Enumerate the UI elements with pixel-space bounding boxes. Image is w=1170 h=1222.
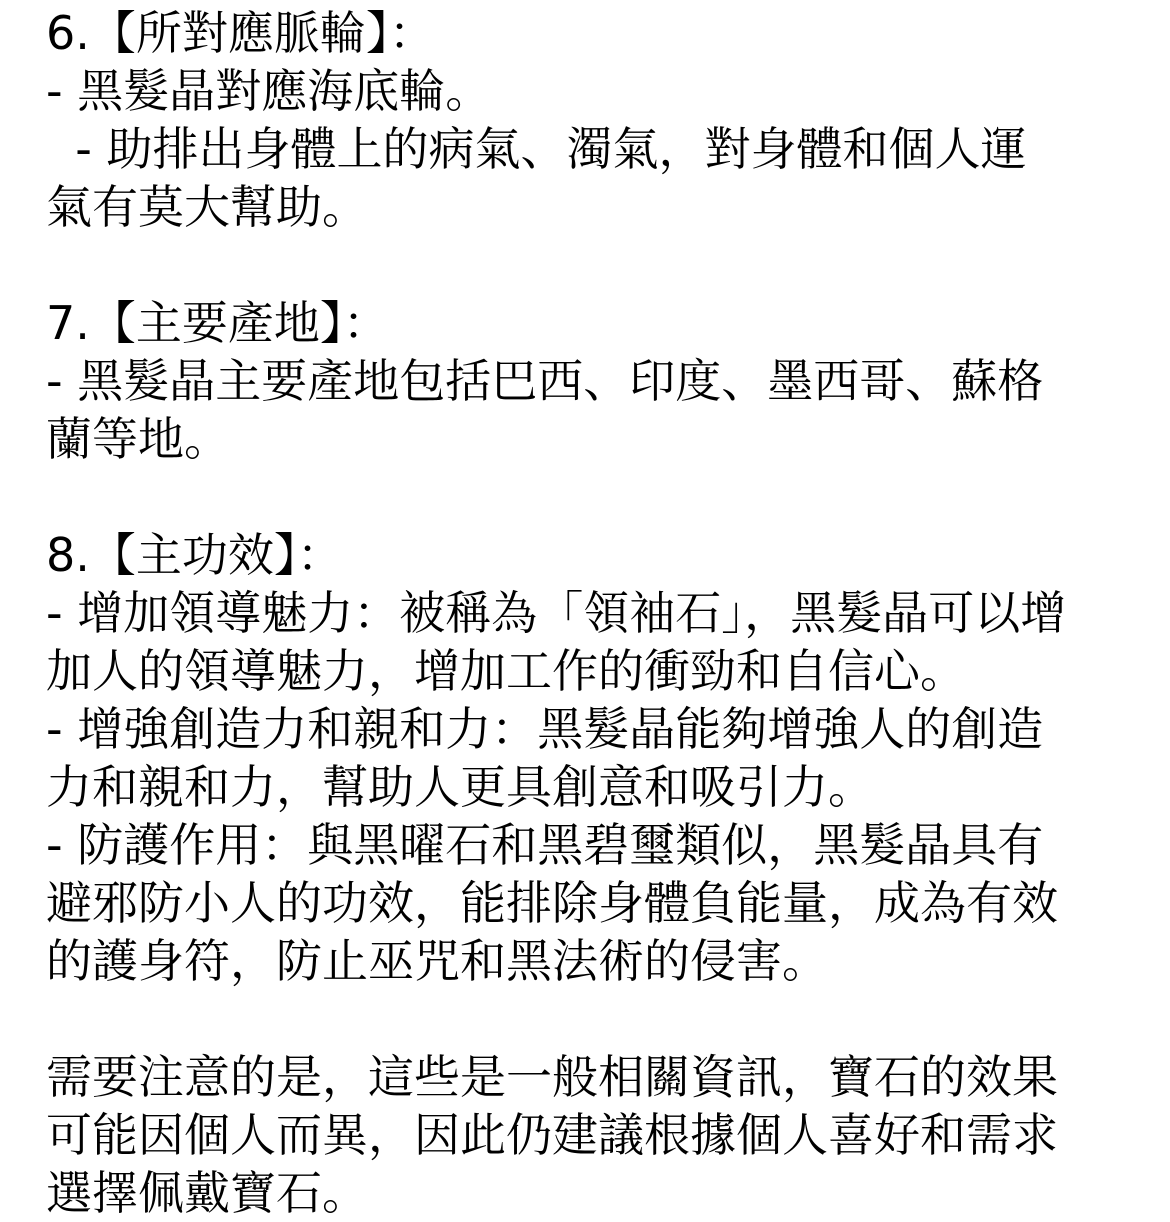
- text-line: 氣有莫大幫助。: [46, 180, 368, 234]
- text-line: 力和親和力，幫助人更具創意和吸引力。: [46, 760, 874, 814]
- section-heading: 8.【主功效】：: [46, 528, 343, 582]
- text-line: - 增加領導魅力：被稱為「領袖石」，黑髮晶可以增: [46, 586, 1067, 640]
- section-chakra: [46, 4, 1136, 236]
- section-effects: [46, 526, 1136, 990]
- text-line: - 防護作用：與黑曜石和黑碧璽類似，黑髮晶具有: [46, 818, 1044, 872]
- text-line: 加人的領導魅力，增加工作的衝勁和自信心。: [46, 644, 966, 698]
- section-origin: [46, 294, 1136, 468]
- text-line: 的護身符，防止巫咒和黑法術的侵害。: [46, 934, 828, 988]
- text-line: - 黑髮晶對應海底輪。: [46, 64, 492, 118]
- blank-line: [46, 990, 1136, 1048]
- text-line: 蘭等地。: [46, 412, 230, 466]
- text-line: - 黑髮晶主要產地包括巴西、印度、墨西哥、蘇格: [46, 354, 1044, 408]
- text-line: - 增強創造力和親和力：黑髮晶能夠增強人的創造: [46, 702, 1044, 756]
- text-line: 避邪防小人的功效，能排除身體負能量，成為有效: [46, 876, 1058, 930]
- text-line: - 助排出身體上的病氣、濁氣，對身體和個人運: [46, 122, 1027, 176]
- section-heading: 6.【所對應脈輪】：: [46, 6, 435, 60]
- document-body: [46, 0, 1136, 1222]
- section-note: [46, 1048, 1136, 1222]
- blank-line: [46, 236, 1136, 294]
- blank-line: [46, 468, 1136, 526]
- section-heading: 7.【主要產地】：: [46, 296, 389, 350]
- text-line: 可能因個人而異，因此仍建議根據個人喜好和需求: [46, 1108, 1058, 1162]
- text-line: 需要注意的是，這些是一般相關資訊，寶石的效果: [46, 1050, 1058, 1104]
- text-line: 選擇佩戴寶石。: [46, 1166, 368, 1220]
